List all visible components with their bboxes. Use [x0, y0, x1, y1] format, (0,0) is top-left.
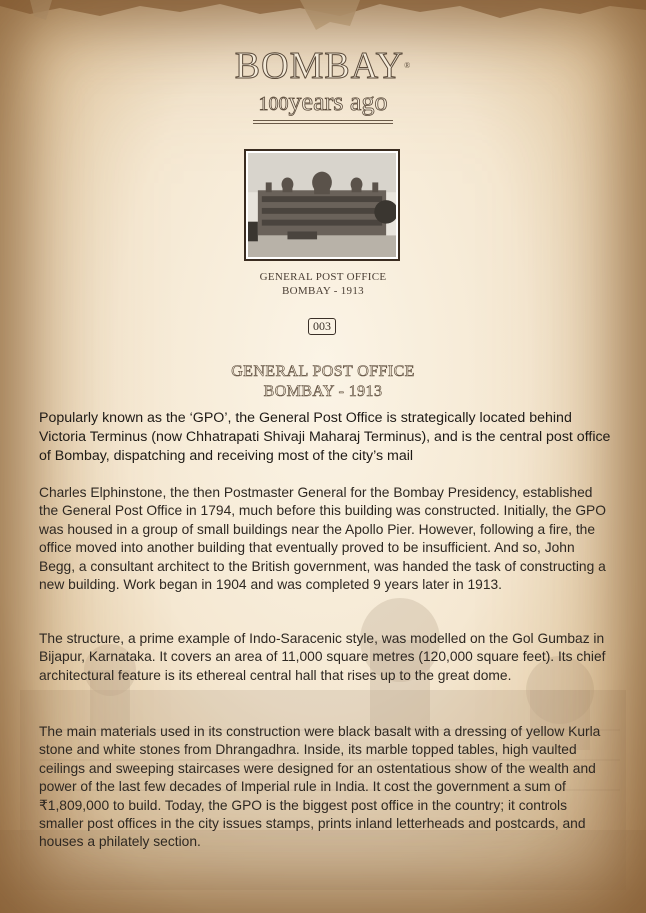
- logo-underline: [253, 120, 393, 124]
- logo-years-text: years ago: [288, 87, 388, 116]
- lead-paragraph: Popularly known as the ‘GPO’, the General Post Office is strategically located behind Victoria Terminus (now Chhatrapati Shivaji Maharaj Terminus), and is the central post office of Bombay, dispatching and receiving most of the city’s mail: [39, 410, 611, 464]
- torn-paper-edge: [0, 0, 646, 40]
- body-paragraph-history: Charles Elphinstone, the then Postmaster General for the Bombay Presidency, established the General Post Office in 1794, much before this building was constructed. Initially, the GPO was housed in a group of small buildings near the Apollo Pier. However, following a fire, the office moved into another building that eventually proved to be insufficient. And so, John Begg, a consultant architect to the British government, was handed the task of constructing a new building. Work began in 1904 and was completed 9 years later in 1913.: [39, 485, 606, 593]
- title-line-2: BOMBAY - 1913: [263, 383, 383, 400]
- page-number-badge: 003: [308, 318, 336, 335]
- logo-years-number: 100: [258, 93, 289, 115]
- bombay-logo: [0, 46, 646, 124]
- gpo-photograph: [244, 149, 400, 261]
- logo-title: BOMBAY: [234, 45, 405, 87]
- gpo-building-image: [248, 153, 396, 257]
- photo-caption: [0, 270, 646, 298]
- title-line-1: GENERAL POST OFFICE: [231, 363, 415, 380]
- body-paragraph-architecture: The structure, a prime example of Indo-Saracenic style, was modelled on the Gol Gumbaz in Bijapur, Karnataka. It covers an area of 11,000 square metres (120,000 square feet). Its chief architectural feature is its ethereal central hall that rises up to the great dome.: [39, 631, 606, 683]
- caption-line-2: BOMBAY - 1913: [282, 285, 364, 297]
- caption-line-1: GENERAL POST OFFICE: [259, 271, 387, 283]
- body-paragraph-materials: The main materials used in its construction were black basalt with a dressing of yellow Kurla stone and white stones from Dhrangadhra. Inside, its marble topped tables, high vaulted ceilings and sweeping staircases were designed for an ostentatious show of the wealth and power of the last few decades of Imperial rule in India. It cost the government a sum of ₹1,809,000 to build. Today, the GPO is the biggest post office in the country; it controls smaller post offices in the city issues stamps, prints inland letterheads and postcards, and houses a philately section.: [39, 724, 601, 850]
- registered-mark: ®: [404, 61, 412, 70]
- article-title: [0, 362, 646, 402]
